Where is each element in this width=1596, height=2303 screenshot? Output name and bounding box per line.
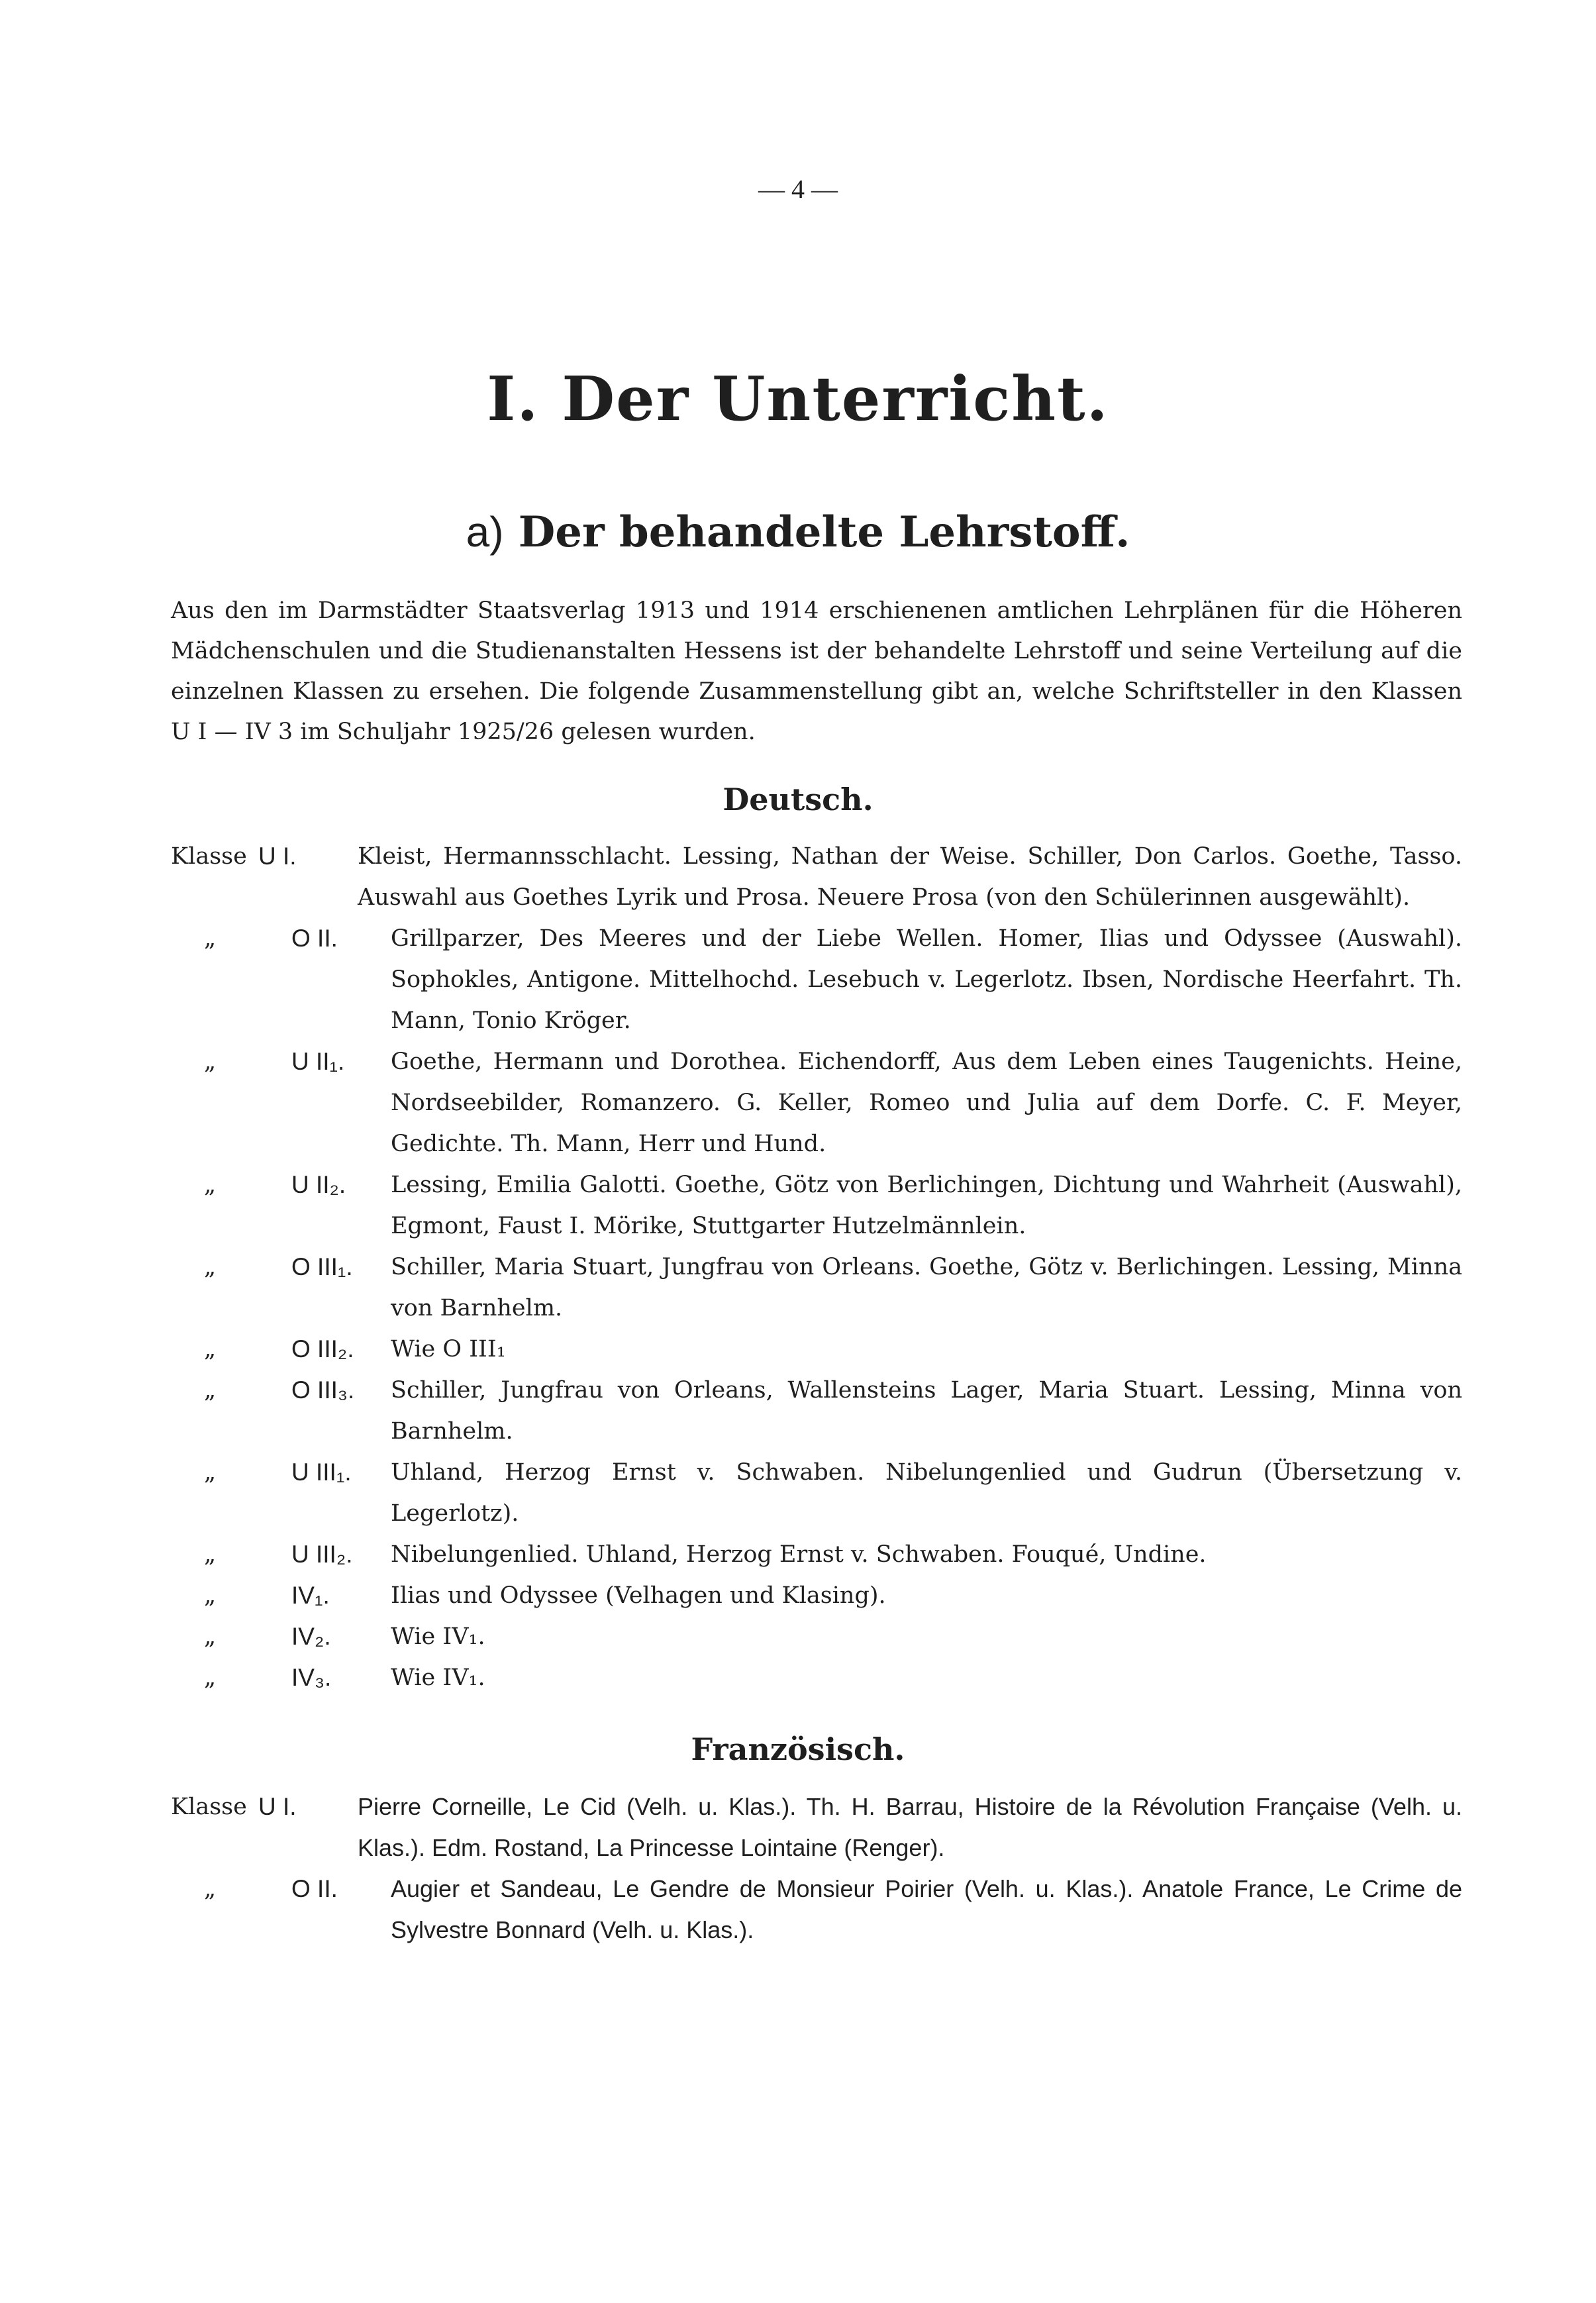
reading-text: Wie IV₁. <box>391 1623 485 1650</box>
intro-paragraph: Aus den im Darmstädter Staatsverlag 1913 und 1914 erschienenen amtlichen Lehrplänen für die Höheren Mädchenschulen und die Studienanstalten Hessens ist der behandelte Lehrstoff und seine Verteilung auf die einzelnen Klassen zu ersehen. Die folgende Zusammenstellung gibt an, welche Schriftsteller in den Klassen U I — IV 3 im Schuljahr 1925/26 gelesen wurden. <box>171 597 1462 745</box>
subtitle-letter: a) <box>466 508 504 556</box>
list-item <box>171 1786 1462 1868</box>
reading-text: Schiller, Maria Stuart, Jungfrau von Orleans. Goethe, Götz v. Berlichingen. Lessing, Minna von Barnhelm. <box>391 1254 1462 1321</box>
reading-text: Uhland, Herzog Ernst v. Schwaben. Nibelungenlied und Gudrun (Übersetzung v. Legerlotz). <box>391 1459 1462 1527</box>
class-label: IV₃. <box>291 1664 332 1691</box>
class-prefix: „ <box>204 1049 217 1075</box>
class-prefix: „ <box>204 1664 217 1691</box>
class-prefix: „ <box>204 1172 217 1198</box>
class-label: O II. <box>291 925 338 952</box>
subtitle-text: Der behandelte Lehrstoff. <box>518 507 1130 557</box>
reading-text: Ilias und Odyssee (Velhagen und Klasing). <box>391 1582 886 1609</box>
reading-text: Wie O III₁ <box>391 1336 506 1362</box>
class-prefix: „ <box>204 1377 217 1404</box>
reading-text: Pierre Corneille, Le Cid (Velh. u. Klas.). Th. H. Barrau, Histoire de la Révolution Française (Velh. u. Klas.). Edm. Rostand, La Princesse Lointaine (Renger). <box>358 1793 1462 1861</box>
class-prefix: „ <box>204 1541 217 1568</box>
class-label: O II. <box>291 1875 338 1902</box>
class-label: O III₂. <box>291 1335 354 1362</box>
class-label: U I. <box>258 843 297 870</box>
class-label: U III₁. <box>291 1459 352 1486</box>
list-item <box>171 918 1462 1041</box>
reading-text: Schiller, Jungfrau von Orleans, Wallensteins Lager, Maria Stuart. Lessing, Minna von Barnhelm. <box>391 1377 1462 1445</box>
class-prefix: „ <box>204 1623 217 1650</box>
class-label: O III₁. <box>291 1253 353 1280</box>
class-prefix: „ <box>204 1459 217 1486</box>
reading-text: Wie IV₁. <box>391 1664 485 1691</box>
heading-franzoesisch: Französisch. <box>691 1731 905 1767</box>
class-label: U III₂. <box>291 1541 353 1568</box>
list-item <box>171 1534 1462 1575</box>
reading-text: Goethe, Hermann und Dorothea. Eichendorff, Aus dem Leben eines Taugenichts. Heine, Nordseebilder, Romanzero. G. Keller, Romeo und Julia auf dem Dorfe. C. F. Meyer, Gedichte. Th. Mann, Herr und Hund. <box>391 1049 1462 1157</box>
class-label: U I. <box>258 1793 297 1820</box>
section-subtitle <box>0 507 1596 557</box>
class-label: U II₁. <box>291 1048 345 1075</box>
reading-text: Kleist, Hermannsschlacht. Lessing, Nathan der Weise. Schiller, Don Carlos. Goethe, Tasso. Auswahl aus Goethes Lyrik und Prosa. Neuere Prosa (von den Schülerinnen ausgewählt). <box>358 843 1462 911</box>
list-item <box>171 836 1462 918</box>
page-number: — 4 — <box>758 174 838 204</box>
reading-text: Lessing, Emilia Galotti. Goethe, Götz von Berlichingen, Dichtung und Wahrheit (Auswahl), Egmont, Faust I. Mörike, Stuttgarter Hutzelmännlein. <box>391 1172 1462 1239</box>
heading-deutsch: Deutsch. <box>723 782 873 817</box>
list-item <box>171 1041 1462 1164</box>
franzoesisch-reading-list <box>171 1786 1462 1951</box>
class-prefix: Klasse <box>171 843 247 870</box>
class-prefix: „ <box>204 925 217 952</box>
list-item <box>171 1868 1462 1951</box>
class-prefix: „ <box>204 1582 217 1609</box>
class-prefix: „ <box>204 1336 217 1362</box>
class-label: IV₂. <box>291 1623 331 1650</box>
class-prefix: „ <box>204 1254 217 1280</box>
list-item <box>171 1657 1462 1698</box>
reading-text: Grillparzer, Des Meeres und der Liebe Wellen. Homer, Ilias und Odyssee (Auswahl). Sophokles, Antigone. Mittelhochd. Lesebuch v. Legerlotz. Ibsen, Nordische Heerfahrt. Th. Mann, Tonio Kröger. <box>391 925 1462 1034</box>
list-item <box>171 1370 1462 1452</box>
list-item <box>171 1616 1462 1657</box>
list-item <box>171 1452 1462 1534</box>
class-label: O III₃. <box>291 1376 355 1404</box>
list-item <box>171 1329 1462 1370</box>
class-prefix: „ <box>204 1876 217 1902</box>
page-title: I. Der Unterricht. <box>487 363 1109 435</box>
class-label: U II₂. <box>291 1171 346 1198</box>
reading-text: Nibelungenlied. Uhland, Herzog Ernst v. Schwaben. Fouqué, Undine. <box>391 1541 1207 1568</box>
list-item <box>171 1575 1462 1616</box>
reading-text: Augier et Sandeau, Le Gendre de Monsieur Poirier (Velh. u. Klas.). Anatole France, Le Crime de Sylvestre Bonnard (Velh. u. Klas.). <box>391 1875 1462 1943</box>
list-item <box>171 1164 1462 1247</box>
list-item <box>171 1247 1462 1329</box>
deutsch-reading-list <box>171 836 1462 1698</box>
class-label: IV₁. <box>291 1582 330 1609</box>
class-prefix: Klasse <box>171 1794 247 1820</box>
